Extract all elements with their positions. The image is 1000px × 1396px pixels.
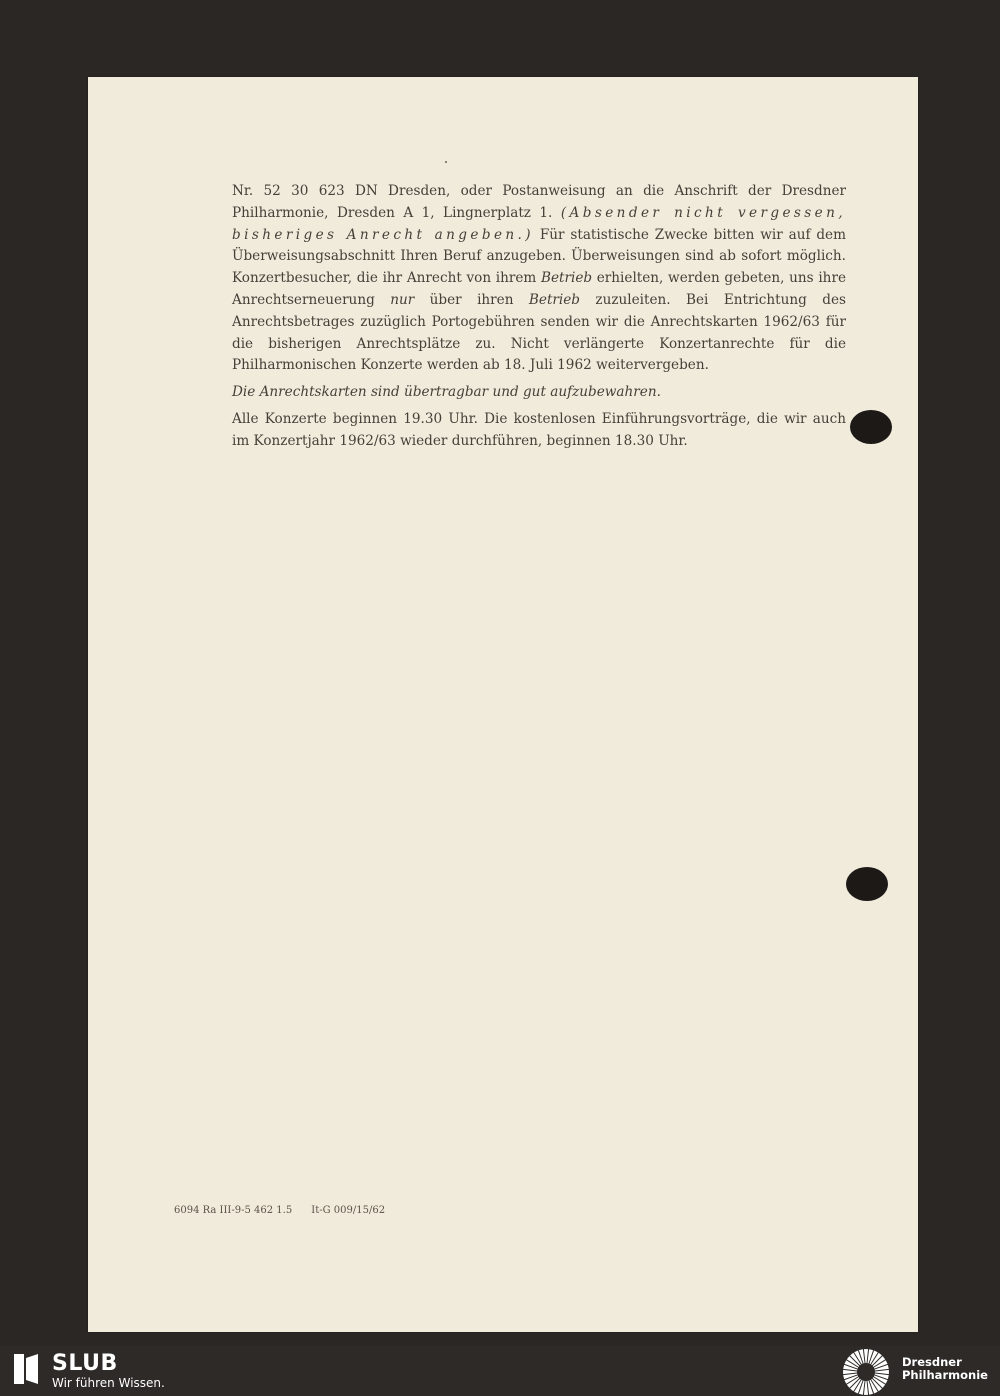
slub-tagline: Wir führen Wissen.: [52, 1376, 165, 1390]
slub-title: SLUB: [52, 1351, 118, 1376]
paper-speck: [445, 161, 447, 163]
partner-logo-link[interactable]: [840, 1348, 1000, 1394]
paragraph-payment-text-1: Nr. 52 30 623 DN Dresden, oder Postanweisung an die Anschrift der Dresdner Philharmonie, Dresden A 1, Lingnerplatz 1.: [232, 183, 846, 221]
sunburst-ray: [843, 1370, 857, 1374]
sunburst-ray: [864, 1349, 868, 1363]
paragraph-payment-italic-betrieb-2: Betrieb: [528, 291, 580, 308]
paragraph-payment-emphasis: (Absender nicht vergessen, bisheriges Anrecht angeben.): [232, 204, 846, 243]
paragraph-payment-italic-nur: nur: [390, 291, 415, 308]
paragraph-payment-italic-betrieb-1: Betrieb: [540, 270, 593, 287]
punch-hole-lower: [846, 867, 888, 901]
bottom-bar: [0, 1346, 1000, 1396]
sunburst-logo-icon: [842, 1348, 890, 1396]
paragraph-tickets-note: Die Anrechtskarten sind übertragbar und gut aufzubewahren.: [232, 384, 661, 401]
punch-hole-upper: [850, 410, 892, 444]
partner-name: Dresdner Philharmonie: [902, 1355, 988, 1382]
paragraph-payment-text-5: zuzuleiten. Bei Entrichtung des Anrechtsbetrages zuzüglich Portogebühren senden wir die Anrechtskarten 1962/63 für die bisherigen Anrechtsplätze zu. Nicht verlängerte Konzertanrechte für die Philharmonischen Konzerte werden ab 18. Juli 1962 weitervergeben.: [232, 291, 846, 374]
paragraph-payment-text-2: Für statistische Zwecke bitten wir auf dem Überweisungsabschnitt Ihren Beruf anzugeben. Überweisungen sind ab sofort möglich. Konzertbesucher, die ihr Anrecht von ihrem: [232, 226, 846, 287]
paragraph-payment-text-3: erhielten, werden gebeten, uns ihre Anrechtserneuerung: [232, 270, 846, 308]
paragraph-concert-times: Alle Konzerte beginnen 19.30 Uhr. Die kostenlosen Einführungsvorträge, die wir auch im Konzertjahr 1962/63 wieder durchführen, beginnen 18.30 Uhr.: [232, 410, 846, 449]
slub-logo-icon: [14, 1354, 38, 1384]
paragraph-payment-text-4: über ihren: [414, 291, 529, 308]
document-page: [88, 77, 918, 1332]
print-code: 6094 Ra III-9-5 462 1.5 It-G 009/15/62: [174, 1205, 386, 1216]
document-body: [232, 181, 846, 453]
paragraph-payment: [232, 181, 846, 377]
sunburst-ray: [875, 1370, 889, 1374]
sunburst-ray: [864, 1381, 868, 1395]
